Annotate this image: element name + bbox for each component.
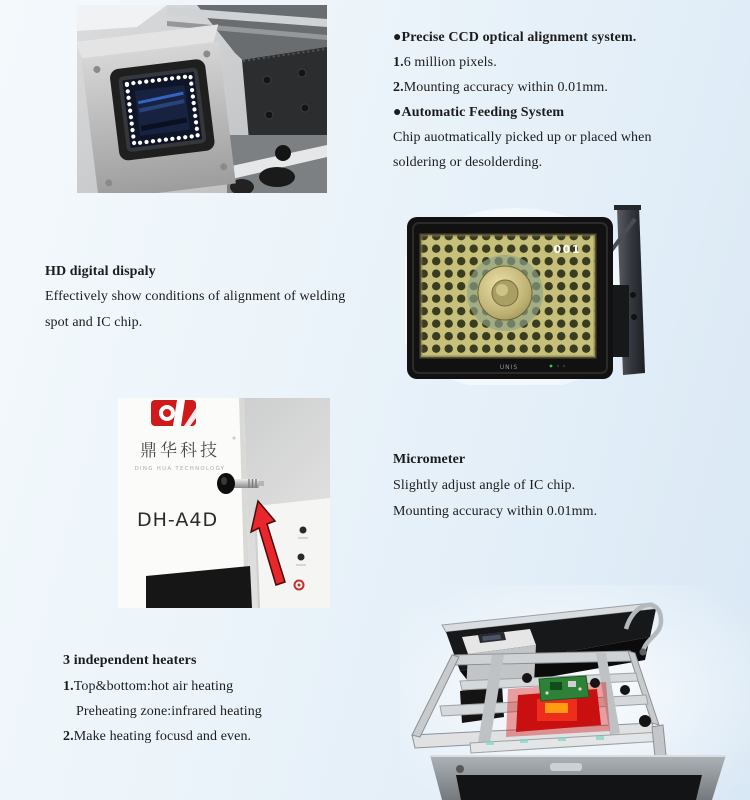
machine-panel-illustration	[118, 398, 330, 608]
monitor-brand-label: UNIS	[499, 364, 519, 371]
monitor-screen	[421, 235, 595, 357]
camera-head	[77, 24, 238, 193]
rework-station-illustration	[400, 585, 750, 800]
brand-chinese-label: 鼎华科技	[140, 441, 220, 461]
micrometer-desc-1: Slightly adjust angle of IC chip.	[393, 478, 576, 493]
indicator-dot	[300, 527, 307, 534]
micrometer-desc-2: Mounting accuracy within 0.01mm.	[393, 504, 598, 519]
model-label: DH-A4D	[137, 509, 219, 531]
feeding-title: ●Automatic Feeding System	[393, 105, 565, 120]
dinghua-logo-icon	[151, 400, 196, 426]
rework-station-photo	[400, 585, 750, 800]
monitor-illustration	[405, 205, 655, 385]
brand-english-label: DING HUA TECHNOLOGY	[134, 466, 226, 472]
ccd-title: ●Precise CCD optical alignment system.	[393, 30, 637, 45]
display-desc-1: Effectively show conditions of alignment of welding	[45, 289, 346, 304]
heaters-title: 3 independent heaters	[63, 653, 197, 668]
ccd-item-2: 2.Mounting accuracy within 0.01mm.	[393, 80, 608, 95]
heaters-item-1b: Preheating zone:infrared heating	[76, 704, 262, 719]
screen-counter: 001	[553, 243, 581, 256]
micrometer-title: Micrometer	[393, 452, 466, 467]
indicator-dot	[298, 554, 305, 561]
display-desc-2: spot and IC chip.	[45, 315, 143, 330]
machine-panel-photo	[118, 398, 330, 608]
heaters-item-1: 1.Top&bottom:hot air heating	[63, 679, 234, 694]
pcb-board	[539, 676, 589, 701]
ccd-camera-illustration	[77, 5, 327, 193]
ccd-item-1: 1.6 million pixels.	[393, 55, 497, 70]
monitor-photo	[405, 205, 655, 385]
heaters-item-2: 2.Make heating focusd and even.	[63, 729, 252, 744]
machine-base	[430, 755, 726, 800]
display-title: HD digital dispaly	[45, 264, 156, 279]
feeding-desc-1: Chip auotmatically picked up or placed when	[393, 130, 652, 145]
ccd-camera-photo	[77, 5, 327, 193]
tool-plate	[242, 47, 327, 140]
feeding-desc-2: soldering or desolderding.	[393, 155, 543, 170]
